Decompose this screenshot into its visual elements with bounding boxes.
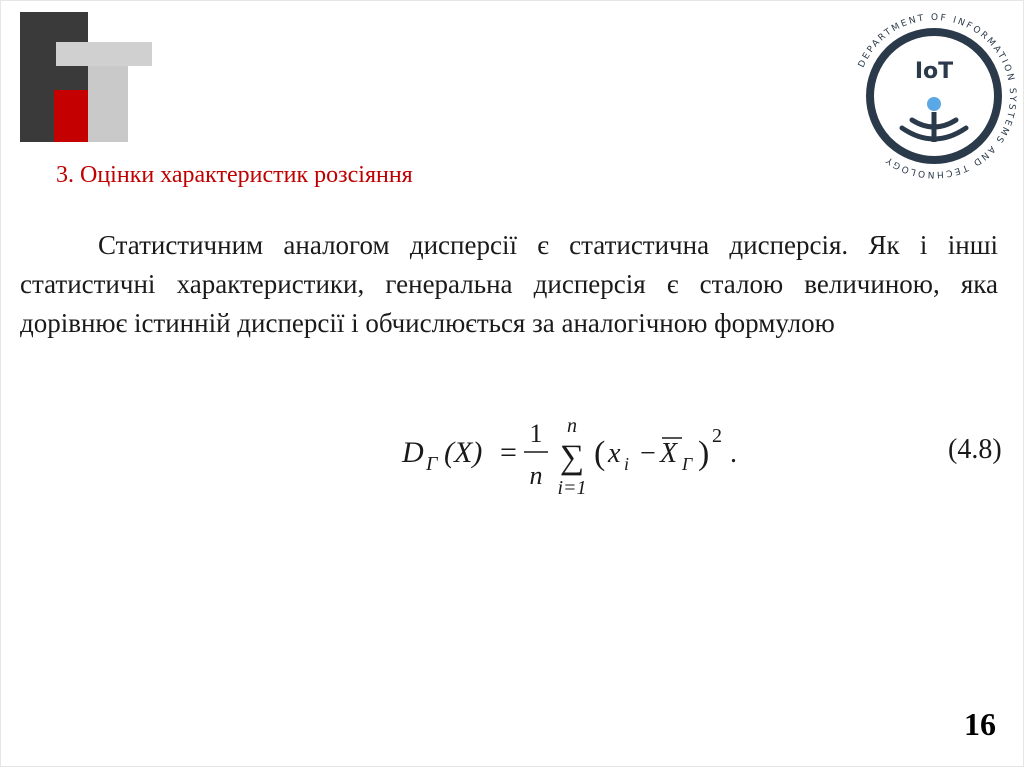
formula-mean-subscript: Γ — [682, 454, 693, 474]
equation-number: (4.8) — [948, 434, 1002, 465]
formula-sum-symbol: ∑ — [559, 439, 585, 476]
body-paragraph: Статистичним аналогом дисперсії є статистична дисперсія. Як і інші статистичні характеристики, генеральна дисперсія є сталою величиною, яка дорівнює істинній дисперсії і обчислюється за аналогічною формулою — [20, 230, 998, 338]
variance-formula — [396, 408, 776, 508]
formula-end-punct: . — [730, 438, 737, 469]
page-number: 16 — [964, 706, 996, 742]
formula-close-paren: ) — [698, 435, 710, 472]
formula-lhs-subscript: Γ — [426, 453, 438, 475]
formula-lhs-symbol: D — [402, 436, 424, 469]
formula-fraction-denominator: n — [529, 461, 543, 490]
formula-term-variable: x — [608, 438, 621, 469]
iot-department-logo — [846, 8, 1022, 184]
formula-term-index: i — [624, 454, 630, 474]
formula-sum-lower: i=1 — [557, 477, 587, 499]
formula-mean-symbol: X — [660, 438, 678, 469]
formula-sum-upper: n — [567, 415, 577, 437]
formula-open-paren: ( — [594, 435, 606, 472]
formula-lhs-argument: (X) — [444, 436, 483, 469]
formula-fraction-numerator: 1 — [529, 419, 543, 448]
svg-text:DEPARTMENT OF INFORMATION SYST: DEPARTMENT OF INFORMATION SYSTEMS AND TECHNOLOGY — [856, 12, 1018, 180]
formula-equals: = — [500, 436, 517, 469]
formula-exponent: 2 — [712, 425, 722, 447]
section-title: 3. Оцінки характеристик розсіяння — [56, 162, 413, 188]
formula-minus: − — [640, 438, 656, 469]
fit-logo — [20, 12, 156, 146]
svg-text:IoT: IoT — [914, 59, 954, 84]
